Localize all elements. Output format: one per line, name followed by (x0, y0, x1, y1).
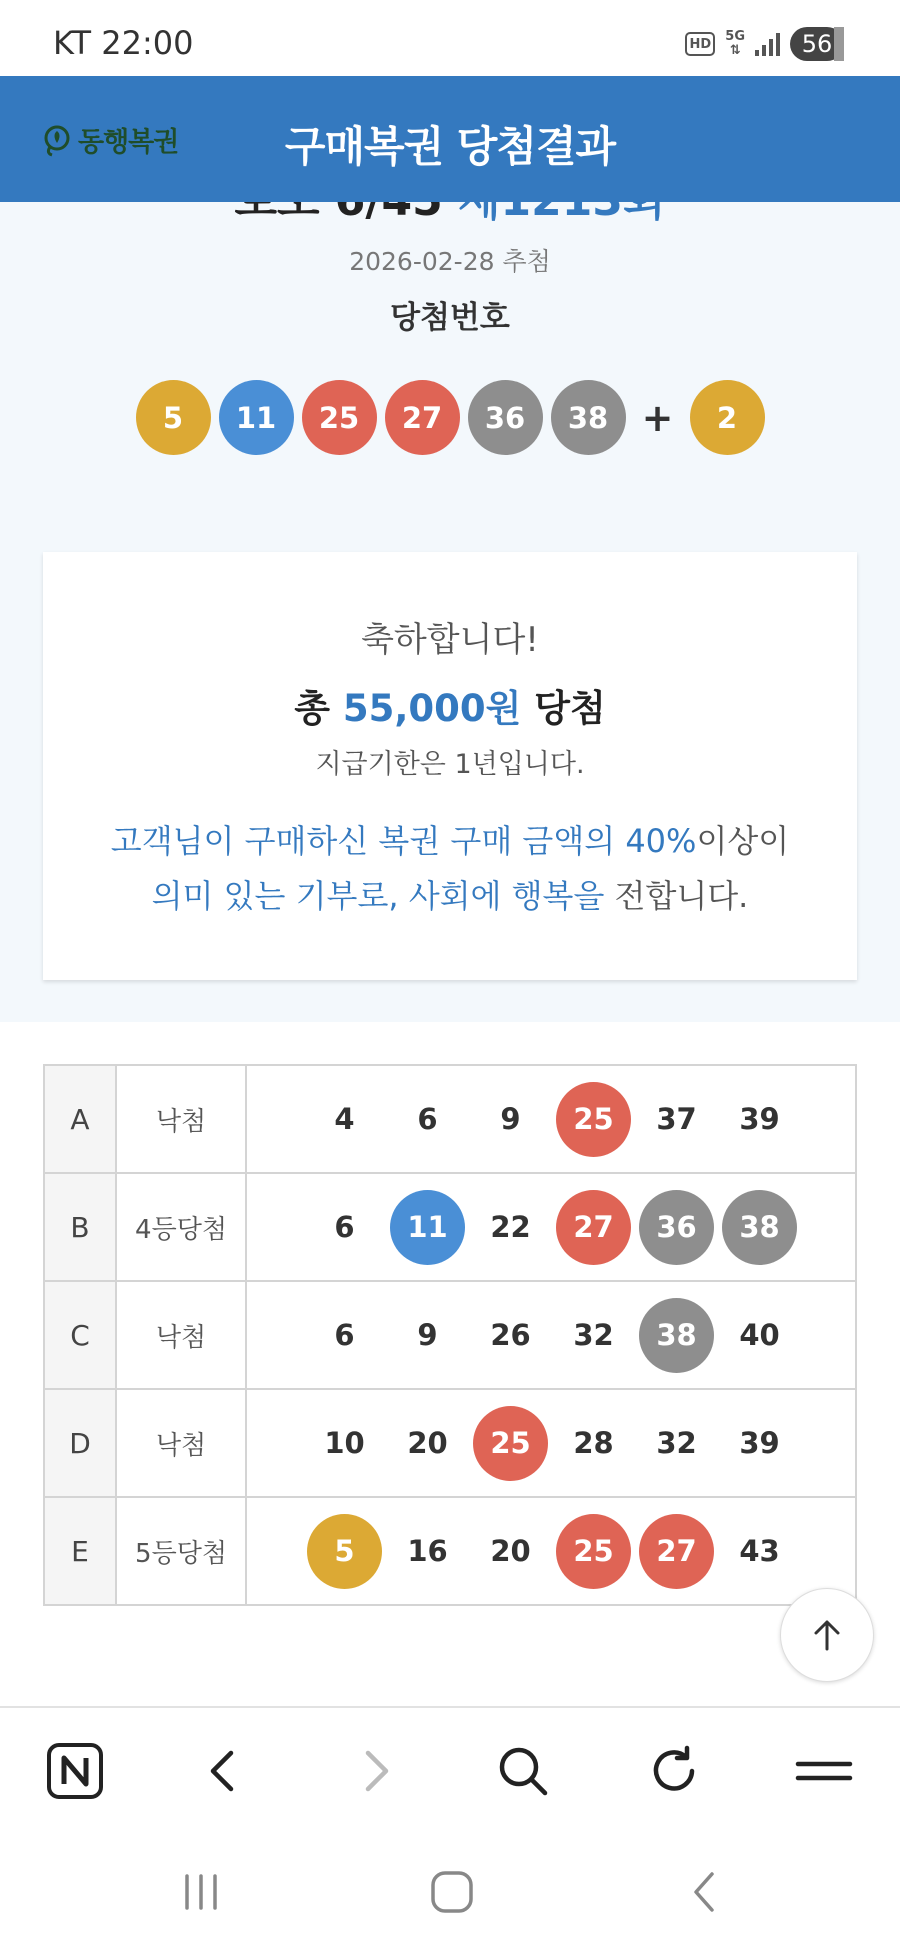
winning-ball: 25 (302, 380, 377, 455)
recent-apps-icon (179, 1870, 223, 1914)
matched-number-ball: 25 (556, 1514, 631, 1589)
matched-number-ball: 25 (556, 1082, 631, 1157)
ticket-number: 22 (490, 1210, 531, 1244)
back-icon (199, 1746, 249, 1796)
ticket-number: 6 (334, 1318, 355, 1352)
page-title: 구매복권 당첨결과 (284, 122, 616, 171)
draw-date: 2026-02-28 추첨 (349, 247, 551, 276)
arrow-up-icon (807, 1615, 847, 1655)
status-icons (685, 24, 844, 64)
game-numbers (246, 1281, 856, 1389)
scroll-top-button[interactable] (780, 1588, 874, 1682)
ticket-number: 26 (490, 1318, 531, 1352)
game-numbers (246, 1497, 856, 1605)
plus-sign: + (641, 395, 674, 440)
naver-home-button[interactable] (42, 1738, 108, 1804)
browser-toolbar (0, 1706, 900, 1832)
ticket-number: 39 (739, 1102, 780, 1136)
5g-network-icon: 5G ⇅ (725, 29, 745, 58)
ticket-number: 32 (656, 1426, 697, 1460)
battery-level: 56 (801, 30, 833, 58)
table-row (44, 1065, 856, 1173)
game-numbers (246, 1065, 856, 1173)
refresh-button[interactable] (641, 1738, 707, 1804)
network-label: 5G (725, 29, 745, 44)
ticket-number: 37 (656, 1102, 697, 1136)
ticket-number: 4 (334, 1102, 355, 1136)
ticket-number: 20 (490, 1534, 531, 1568)
prize-prefix: 총 (294, 687, 330, 730)
matched-number-ball: 27 (639, 1514, 714, 1589)
donation-line2: 의미 있는 기부로, 사회에 행복을 (151, 877, 605, 915)
logo-text: 동행복권 (78, 127, 179, 158)
congrats-title: 축하합니다! (361, 620, 539, 660)
signal-icon (755, 32, 780, 56)
ticket-number: 9 (417, 1318, 438, 1352)
ticket-number: 20 (407, 1426, 448, 1460)
matched-number-ball: 25 (473, 1406, 548, 1481)
hd-voice-icon: HD (685, 32, 715, 56)
game-label: A (44, 1065, 116, 1173)
winning-ball: 27 (385, 380, 460, 455)
payment-deadline: 지급기한은 1년입니다. (315, 749, 585, 780)
matched-number-ball: 38 (639, 1298, 714, 1373)
game-result: 5등당첨 (116, 1497, 246, 1605)
matched-number-ball: 27 (556, 1190, 631, 1265)
ticket-number: 40 (739, 1318, 780, 1352)
ticket-table (43, 1064, 857, 1606)
system-back-icon (684, 1870, 728, 1914)
table-row (44, 1281, 856, 1389)
bonus-ball: 2 (690, 380, 765, 455)
matched-number-ball: 38 (722, 1190, 797, 1265)
ticket-number: 10 (324, 1426, 365, 1460)
matched-number-ball: 11 (390, 1190, 465, 1265)
game-result: 낙첨 (116, 1281, 246, 1389)
menu-icon (795, 1751, 853, 1791)
status-bar (0, 0, 900, 76)
back-button[interactable] (191, 1738, 257, 1804)
game-result: 4등당첨 (116, 1173, 246, 1281)
winning-ball: 36 (468, 380, 543, 455)
congrats-card (43, 552, 857, 980)
matched-number-ball: 5 (307, 1514, 382, 1589)
battery-icon (790, 27, 844, 61)
game-numbers (246, 1173, 856, 1281)
game-result: 낙첨 (116, 1389, 246, 1497)
donation-line1-end: 이상이 (696, 822, 790, 860)
menu-button[interactable] (791, 1738, 857, 1804)
winning-numbers (0, 380, 900, 455)
ticket-number: 39 (739, 1426, 780, 1460)
ticket-number: 6 (417, 1102, 438, 1136)
game-result: 낙첨 (116, 1065, 246, 1173)
naver-home-icon (45, 1741, 105, 1801)
home-button[interactable] (422, 1862, 482, 1922)
ticket-number: 9 (500, 1102, 521, 1136)
status-time: KT 22:00 (53, 24, 194, 62)
recent-apps-button[interactable] (171, 1862, 231, 1922)
prize-total (43, 678, 857, 732)
forward-icon (350, 1746, 400, 1796)
game-numbers (246, 1389, 856, 1497)
home-icon (427, 1867, 477, 1917)
prize-amount: 55,000원 (342, 687, 522, 730)
app-header (0, 76, 900, 202)
donation-line2-end: 전합니다. (614, 877, 749, 915)
ticket-number: 43 (739, 1534, 780, 1568)
ticket-number: 16 (407, 1534, 448, 1568)
system-back-button[interactable] (676, 1862, 736, 1922)
search-button[interactable] (490, 1738, 556, 1804)
system-navigation-bar (0, 1832, 900, 1950)
winning-numbers-label: 당첨번호 (390, 300, 510, 336)
ticket-number: 6 (334, 1210, 355, 1244)
donation-message (43, 814, 857, 924)
forward-button[interactable] (342, 1738, 408, 1804)
game-label: B (44, 1173, 116, 1281)
ticket-number: 32 (573, 1318, 614, 1352)
game-label: C (44, 1281, 116, 1389)
game-label: D (44, 1389, 116, 1497)
donation-line1: 고객님이 구매하신 복권 구매 금액의 40% (110, 822, 697, 860)
draw-result-section (0, 202, 900, 1022)
prize-suffix: 당첨 (534, 687, 606, 730)
table-row (44, 1497, 856, 1605)
winning-ball: 5 (136, 380, 211, 455)
winning-ball: 38 (551, 380, 626, 455)
search-icon (495, 1743, 551, 1799)
refresh-icon (646, 1743, 702, 1799)
matched-number-ball: 36 (639, 1190, 714, 1265)
game-label: E (44, 1497, 116, 1605)
ticket-number: 28 (573, 1426, 614, 1460)
table-row (44, 1173, 856, 1281)
table-row (44, 1389, 856, 1497)
winning-ball: 11 (219, 380, 294, 455)
